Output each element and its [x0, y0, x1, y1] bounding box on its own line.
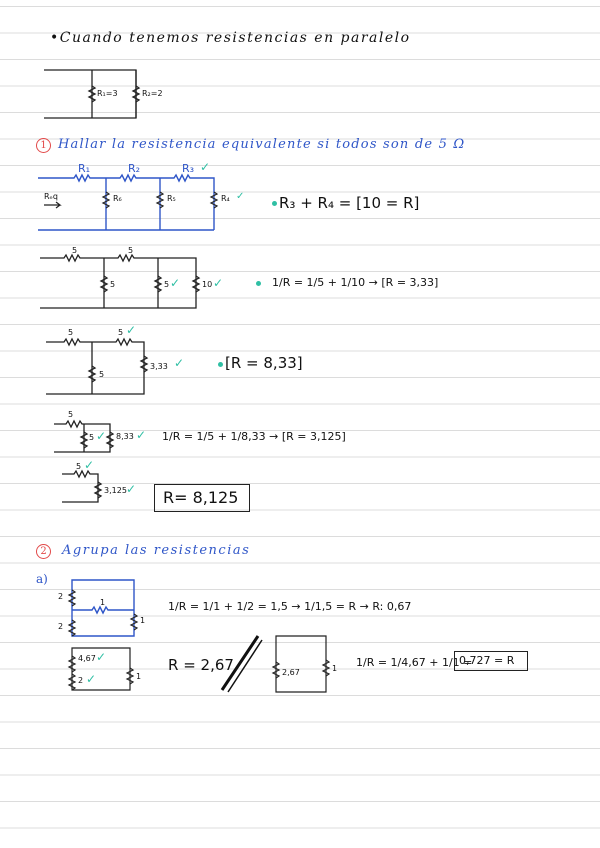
step4-equation: 1/R = 1/5 + 1/8,33 → [R = 3,125] [162, 430, 346, 443]
check-mark: ✓ [170, 276, 181, 290]
step2-val: 5 [72, 246, 78, 255]
circuit-a-equation: 1/R = 1/1 + 1/2 = 1,5 → 1/1,5 = R → R: 0,67 [168, 600, 412, 613]
circuit-c-equation: 1/R = 1/4,67 + 1/1 = [356, 656, 473, 669]
label-req: Rₑq [44, 192, 58, 201]
problem1-title: Hallar la resistencia equivalente si todos son de 5 Ω [58, 137, 466, 152]
step3-val: 5 [118, 328, 124, 337]
circuit-a-val: 1 [140, 616, 146, 625]
intro-r2-label: R₂=2 [142, 89, 163, 98]
label-r3: R₃ [182, 162, 195, 175]
circuit-a-val: 1 [100, 598, 106, 607]
step4-val: 5 [89, 433, 95, 442]
check-mark: ✓ [236, 191, 245, 202]
label-r4: R₄ [221, 194, 230, 203]
step2-val: 5 [110, 280, 116, 289]
part-label: a) [36, 572, 48, 586]
step4-val: 5 [68, 410, 74, 419]
check-mark: ✓ [213, 276, 224, 290]
step3-val: 5 [99, 370, 105, 379]
circuit-a-val: 2 [58, 622, 64, 631]
problem1-number-circle: 1 [36, 138, 51, 153]
step1-equation: R₃ + R₄ = [10 = R] [279, 194, 420, 212]
circuit-c-val: 1 [332, 664, 338, 673]
circuit-a-val: 2 [58, 592, 64, 601]
intro-r1-label: R₁=3 [97, 89, 118, 98]
circuit-b-val: 2 [78, 676, 84, 685]
heading: •Cuando tenemos resistencias en paralelo [50, 30, 411, 46]
circuit-c-result-box [454, 651, 528, 671]
step5-val: 3,125 [104, 486, 127, 495]
step2-val: 5 [128, 246, 134, 255]
label-r5: R₅ [167, 194, 176, 203]
step3-val: 3,33 [150, 362, 168, 371]
step3-val: 5 [68, 328, 74, 337]
problem2-title: Agrupa las resistencias [62, 543, 251, 558]
label-r1: R₁ [78, 162, 91, 175]
step3-equation: [R = 8,33] [225, 354, 303, 372]
check-mark: ✓ [96, 650, 107, 664]
circuit-c-result: 0,727 = R [459, 654, 515, 667]
check-mark: ✓ [174, 356, 185, 370]
final-result: R= 8,125 [163, 488, 239, 507]
check-mark: ✓ [96, 429, 107, 443]
check-mark: ✓ [126, 323, 137, 337]
step4-val: 8,33 [116, 432, 134, 441]
problem2-number-circle: 2 [36, 544, 51, 559]
label-r2: R₂ [128, 162, 141, 175]
circuit-b-equation: R = 2,67 [168, 656, 234, 674]
check-mark: ✓ [136, 428, 147, 442]
circuit-c-val: 2,67 [282, 668, 300, 677]
label-r6: R₆ [113, 194, 122, 203]
check-mark: ✓ [126, 482, 137, 496]
step2-val: 10 [202, 280, 213, 289]
circuit-b-val: 1 [136, 672, 142, 681]
step2-val: 5 [164, 280, 170, 289]
step2-equation: 1/R = 1/5 + 1/10 → [R = 3,33] [272, 276, 439, 289]
circuit-b-val: 4,67 [78, 654, 96, 663]
step5-val: 5 [76, 462, 82, 471]
check-mark: ✓ [84, 458, 95, 472]
check-mark: ✓ [86, 672, 97, 686]
check-mark: ✓ [200, 160, 211, 174]
